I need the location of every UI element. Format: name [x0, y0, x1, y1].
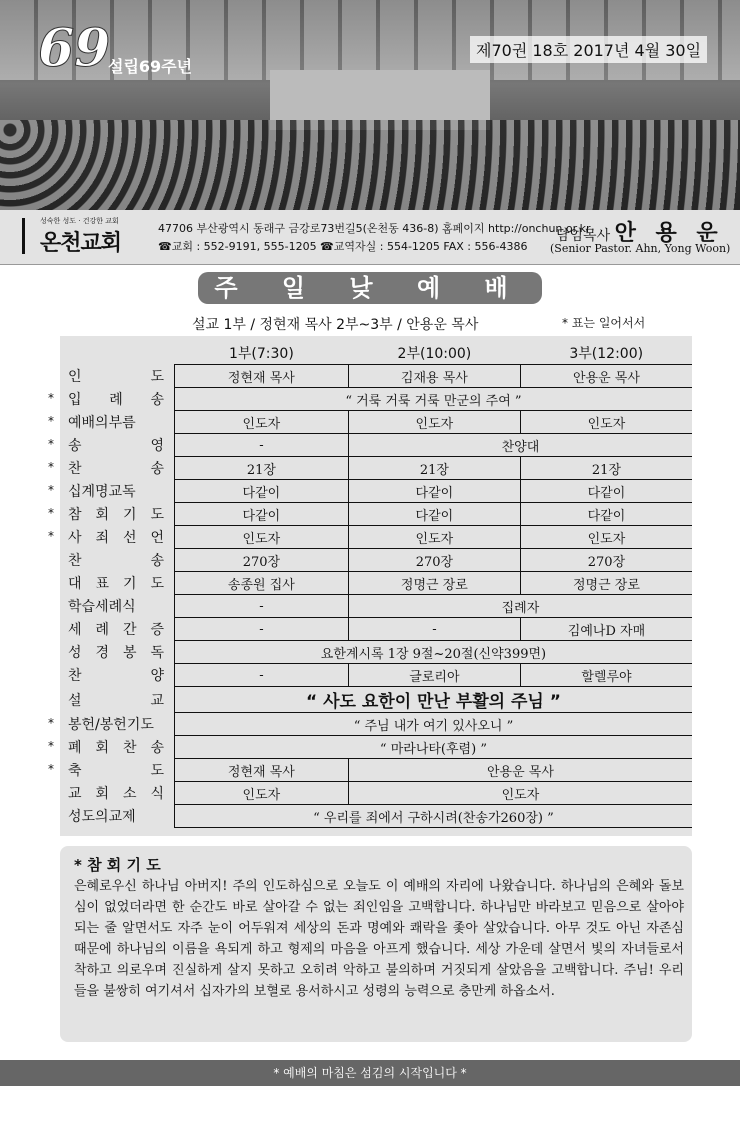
order-row: [60, 411, 692, 434]
standing-mark: *: [48, 482, 54, 497]
order-label: [60, 595, 174, 618]
order-label-text: 입 례 송: [68, 392, 164, 408]
order-label: [48, 457, 174, 480]
pastor-label: 담임목사: [556, 228, 611, 244]
order-label-text: 예배의부름: [68, 415, 136, 431]
church-phone: ☎교회 : 552-9191, 555-1205 ☎교역자실 : 554-1205 FAX : 556-4386: [158, 240, 528, 253]
order-label: [48, 713, 174, 736]
order-row: [60, 805, 692, 828]
order-label: [60, 664, 174, 687]
order-cell: 270장: [520, 549, 692, 572]
anniversary-logo: 69: [38, 18, 111, 79]
service-title: 주 일 낮 예 배: [198, 272, 542, 304]
church-address: 47706 부산광역시 동래구 금강로73번길5(온천동 436-8) 홈페이지 http://onchun.or.kr: [158, 222, 591, 235]
order-label: [48, 388, 174, 411]
order-of-worship-table: [48, 342, 692, 828]
order-cell: “ 거룩 거룩 거룩 만군의 주여 ”: [174, 388, 692, 411]
order-row: [60, 503, 692, 526]
order-row: [60, 388, 692, 411]
service-column-header: 1부(7:30): [174, 342, 348, 365]
order-cell: 집례자: [348, 595, 692, 618]
order-cell: 인도자: [174, 782, 348, 805]
order-cell: 정현재 목사: [174, 365, 348, 388]
order-row: [60, 365, 692, 388]
order-cell: 인도자: [520, 526, 692, 549]
order-row: [60, 549, 692, 572]
standing-mark: *: [48, 715, 54, 730]
standing-mark: *: [48, 436, 54, 451]
order-label-text: 찬 송: [68, 553, 164, 569]
order-cell: 김재용 목사: [348, 365, 520, 388]
standing-mark: *: [48, 738, 54, 753]
church-info-bar: [0, 210, 740, 265]
order-label-text: 세 례 간 증: [68, 622, 164, 638]
repentance-prayer-box: [60, 846, 692, 1042]
order-cell: 정현재 목사: [174, 759, 348, 782]
order-cell: 인도자: [174, 526, 348, 549]
order-label: [60, 365, 174, 388]
issue-dateline: 제70권 18호 2017년 4월 30일: [470, 36, 707, 63]
order-cell: 다같이: [520, 503, 692, 526]
order-cell: 정명근 장로: [520, 572, 692, 595]
order-cell: 요한계시록 1장 9절~20절(신약399면): [174, 641, 692, 664]
order-label-text: 찬 송: [68, 461, 164, 477]
order-cell: “ 사도 요한이 만난 부활의 주님 ”: [174, 687, 692, 713]
order-label: [60, 805, 174, 828]
order-label-text: 참 회 기 도: [68, 507, 164, 523]
footer-banner: * 예배의 마침은 섬김의 시작입니다 *: [0, 1060, 740, 1086]
order-label-text: 송 영: [68, 438, 164, 454]
order-row: [60, 572, 692, 595]
order-label: [60, 641, 174, 664]
order-cell: 인도자: [520, 411, 692, 434]
table-header-row: [60, 342, 692, 365]
order-cell: 21장: [520, 457, 692, 480]
header-blank: [60, 342, 174, 365]
order-cell: “ 주님 내가 여기 있사오니 ”: [174, 713, 692, 736]
order-cell: 다같이: [174, 480, 348, 503]
order-row: [60, 434, 692, 457]
order-row: [60, 713, 692, 736]
order-label-text: 교 회 소 식: [68, 786, 164, 802]
order-label-text: 축 도: [68, 763, 164, 779]
sermon-preachers: 설교 1부 / 정현재 목사 2부~3부 / 안용운 목사: [192, 317, 479, 333]
church-motto: 성숙한 성도 · 건강한 교회: [40, 217, 119, 225]
order-row: [60, 736, 692, 759]
prayer-body: 은혜로우신 하나님 아버지! 주의 인도하심으로 오늘도 이 예배의 자리에 나왔습니다. 하나님의 은혜와 돌보심이 없었더라면 한 순간도 바로 살아갈 수 없는 죄인임을 고백합니다. 하나님만 바라보고 믿음으로 살아야 되는 줄 알면서도 자주 눈이 어두워져 세상의 돈과 명예와 쾌락을 좇아 살았습니다. 아무 것도 아닌 자존심 때문에 하나님의 이름을 욕되게 하고 형제의 마음을 아프게 했습니다. 세상 가운데 살면서 빛의 자녀들로서 착하고 의로우며 진실하게 살지 못하고 오히려 악하고 불의하며 거짓되게 살았음을 고백합니다. 주님! 우리들을 불쌍히 여기셔서 십자가의 보혈로 용서하시고 성령의 능력으로 충만케 하옵소서.: [74, 879, 684, 999]
order-label-text: 찬 양: [68, 668, 164, 684]
order-label: [48, 480, 174, 503]
order-cell: -: [174, 664, 348, 687]
order-label: [48, 759, 174, 782]
order-cell: 정명근 장로: [348, 572, 520, 595]
order-cell: 안용운 목사: [348, 759, 692, 782]
standing-mark: *: [48, 390, 54, 405]
order-label-text: 사 죄 선 언: [68, 530, 164, 546]
order-cell: -: [174, 434, 348, 457]
order-cell: “ 마라나타(후렴) ”: [174, 736, 692, 759]
order-label-text: 봉헌/봉헌기도: [68, 717, 154, 733]
order-cell: 다같이: [174, 503, 348, 526]
congregation: [0, 120, 740, 210]
order-cell: 김예나D 자매: [520, 618, 692, 641]
order-label-text: 십계명교독: [68, 484, 136, 500]
order-row: [60, 641, 692, 664]
order-label: [60, 618, 174, 641]
order-cell: 안용운 목사: [520, 365, 692, 388]
order-row: [60, 480, 692, 503]
order-row: [60, 687, 692, 713]
order-label-text: 성도의교제: [68, 809, 136, 825]
order-label-text: 설 교: [68, 692, 164, 709]
order-cell: -: [174, 618, 348, 641]
prayer-title: * 참 회 기 도: [74, 856, 161, 874]
order-label-text: 폐 회 찬 송: [68, 740, 164, 756]
order-cell: 21장: [348, 457, 520, 480]
order-label: [48, 411, 174, 434]
order-label-text: 인 도: [68, 369, 164, 385]
order-label: [60, 782, 174, 805]
pastor-english: (Senior Pastor. Ahn, Yong Woon): [550, 242, 731, 255]
order-row: [60, 759, 692, 782]
order-label-text: 성 경 봉 독: [68, 645, 164, 661]
order-cell: 할렐루야: [520, 664, 692, 687]
order-cell: 270장: [348, 549, 520, 572]
order-label-text: 학습세례식: [68, 599, 136, 615]
order-row: [60, 526, 692, 549]
order-cell: -: [348, 618, 520, 641]
order-label: [60, 549, 174, 572]
order-label-text: 대 표 기 도: [68, 576, 164, 592]
pastor-name: 안 용 운: [614, 221, 724, 246]
order-cell: 270장: [174, 549, 348, 572]
order-row: [60, 595, 692, 618]
order-cell: “ 우리를 죄에서 구하시려(찬송가260장) ”: [174, 805, 692, 828]
standing-mark: *: [48, 528, 54, 543]
order-cell: 찬양대: [348, 434, 692, 457]
order-label: [48, 736, 174, 759]
order-cell: 21장: [174, 457, 348, 480]
service-column-header: 2부(10:00): [348, 342, 520, 365]
order-label: [48, 503, 174, 526]
order-label: [48, 434, 174, 457]
order-label: [48, 526, 174, 549]
order-cell: 인도자: [348, 526, 520, 549]
order-row: [60, 664, 692, 687]
order-cell: 인도자: [174, 411, 348, 434]
order-row: [60, 618, 692, 641]
anniversary-text: 설립69주년: [108, 57, 193, 76]
standing-mark: *: [48, 761, 54, 776]
order-label: [60, 572, 174, 595]
order-cell: 다같이: [348, 480, 520, 503]
order-cell: 글로리아: [348, 664, 520, 687]
standing-note: * 표는 일어서서: [562, 316, 646, 330]
standing-mark: *: [48, 413, 54, 428]
order-cell: 다같이: [520, 480, 692, 503]
cover-photo: [0, 0, 740, 210]
order-row: [60, 457, 692, 480]
standing-mark: *: [48, 459, 54, 474]
service-column-header: 3부(12:00): [520, 342, 692, 365]
church-cross-icon: [22, 218, 39, 254]
order-cell: 다같이: [348, 503, 520, 526]
standing-mark: *: [48, 505, 54, 520]
church-name: 온천교회: [40, 231, 122, 256]
order-cell: 인도자: [348, 782, 692, 805]
order-label: [60, 687, 174, 713]
order-cell: 송종원 집사: [174, 572, 348, 595]
order-row: [60, 782, 692, 805]
order-cell: 인도자: [348, 411, 520, 434]
order-cell: -: [174, 595, 348, 618]
church-contact: [158, 220, 591, 256]
